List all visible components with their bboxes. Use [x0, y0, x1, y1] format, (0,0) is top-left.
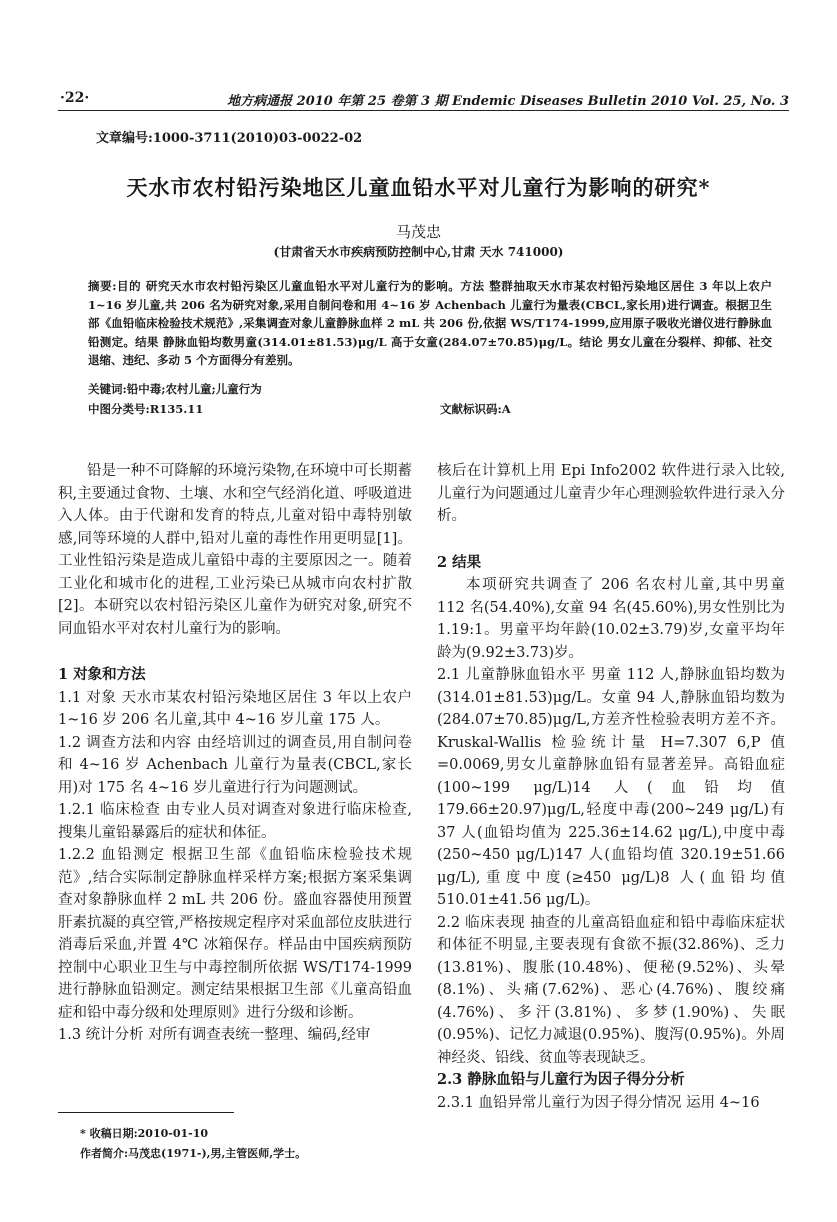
section-heading-results: 2 结果: [437, 553, 482, 571]
author-bio: 作者简介:马茂忠(1971-),男,主管医师,学士。: [80, 1147, 307, 1160]
clc-number: 中图分类号:R135.11: [88, 402, 204, 416]
subsection-abnormal-lead-scores: 2.3.1 血铅异常儿童行为因子得分情况 运用 4~16: [437, 1094, 760, 1111]
section-heading-methods: 1 对象和方法: [58, 666, 146, 683]
keywords: 关键词:铅中毒;农村儿童;儿童行为: [88, 382, 262, 396]
subsection-subjects: 1.1 对象 天水市某农村铅污染地区居住 3 年以上农户 1~16 岁 206 名儿童,其中 4~16 岁儿童 175 人。: [58, 689, 412, 728]
subsection-survey-methods: 1.2 调查方法和内容 由经培训过的调查员,用自制问卷和 4~16 岁 Achenbach 儿童行为量表(CBCL,家长用)对 175 名 4~16 岁儿童进行行为问题测试。: [58, 734, 412, 796]
subsection-clinical-findings: 2.2 临床表现 抽查的儿童高铅血症和铅中毒临床症状和体征不明显,主要表现有食欲不振(32.86%)、乏力(13.81%)、腹胀(10.48%)、便秘(9.52%)、头晕(8.1%)、头痛(7.62%)、恶心(4.76%)、腹绞痛(4.76%)、多汗(3.81%)、多梦(1.90%)、失眠(0.95%)、记忆力减退(0.95%)、腹泻(0.95%)。外周神经炎、铅线、贫血等表现缺乏。: [437, 914, 785, 1066]
subsection-blood-lead-test: 1.2.2 血铅测定 根据卫生部《血铅临床检验技术规范》,结合实际制定静脉血样采样方案;根据方案采集调查对象静脉血样 2 mL 共 206 份。盛血容器使用预置肝素抗凝的真空管,严格按规定程序对采血部位皮肤进行消毒后采血,并置 4℃ 冰箱保存。样品由中国疾病预防控制中心职业卫生与中毒控制所依据 WS/T174-1999 进行静脉血铅测定。测定结果根据卫生部《儿童高铅血症和铅中毒分级和处理原则》进行分级和诊断。: [58, 847, 412, 1021]
abstract: 摘要:目的 研究天水市农村铅污染区儿童血铅水平对儿童行为的影响。方法 整群抽取天水市某农村铅污染地区居住 3 年以上农户 1~16 岁儿童,共 206 名为研究对象,采用自制问卷和用 4~16 岁 Achenbach 儿童行为量表(CBCL,家长用)进行调查。根据卫生部《血铅临床检验技术规范》,采集调查对象儿童静脉血样 2 mL 共 206 份,依据 WS/T174-1999,应用原子吸收光谱仪进行静脉血铅测定。结果 静脉血铅均数男童(314.01±81.53)μg/L 高于女童(284.07±70.85)μg/L。结论 男女儿童在分裂样、抑郁、社交退缩、违纪、多动 5 个方面得分有差别。: [88, 279, 772, 367]
footnote: [80, 1124, 306, 1164]
statistics-continued: 核后在计算机上用 Epi Info2002 软件进行录入比较,儿童行为问题通过儿童青少年心理测验软件进行录入分析。: [437, 463, 785, 524]
received-date: * 收稿日期:2010-01-10: [80, 1127, 209, 1140]
intro-paragraph: 铅是一种不可降解的环境污染物,在环境中可长期蓄积,主要通过食物、土壤、水和空气经消化道、呼吸道进入人体。由于代谢和发育的特点,儿童对铅中毒特别敏感,同等环境的人群中,铅对儿童的毒性作用更明显[1]。工业性铅污染是造成儿童铅中毒的主要原因之一。随着工业化和城市化的进程,工业污染已从城市向农村扩散[2]。本研究以农村铅污染区儿童作为研究对象,研究不同血铅水平对农村儿童行为的影响。: [58, 463, 412, 637]
subsection-behavior-analysis: 2.3 静脉血铅与儿童行为因子得分分析: [437, 1071, 685, 1088]
article-title: 天水市农村铅污染地区儿童血铅水平对儿童行为影响的研究*: [126, 175, 711, 200]
header-rule: [58, 110, 789, 111]
author-affiliation: (甘肃省天水市疾病预防控制中心,甘肃 天水 741000): [273, 245, 564, 259]
subsection-statistics: 1.3 统计分析 对所有调查表统一整理、编码,经审: [58, 1027, 371, 1043]
footnote-rule: [58, 1112, 234, 1113]
results-overview: 本项研究共调查了 206 名农村儿童,其中男童 112 名(54.40%),女童 94 名(45.60%),男女性别比为 1.19:1。男童平均年龄(10.02±3.79)岁,女童平均年龄为(9.92±3.73)岁。: [437, 577, 785, 661]
subsection-clinical-exam: 1.2.1 临床检查 由专业人员对调查对象进行临床检查,搜集儿童铅暴露后的症状和体征。: [58, 802, 412, 841]
page-number: ·22·: [60, 90, 90, 106]
article-number: 文章编号:1000-3711(2010)03-0022-02: [96, 131, 363, 146]
journal-header: 地方病通报 2010 年第 25 卷第 3 期 Endemic Diseases Bulletin 2010 Vol. 25, No. 3: [227, 94, 789, 109]
left-column: [58, 460, 412, 1047]
right-column: [437, 460, 785, 1114]
author-name: 马茂忠: [395, 223, 441, 241]
subsection-blood-lead-level: 2.1 儿童静脉血铅水平 男童 112 人,静脉血铅均数为(314.01±81.53)μg/L。女童 94 人,静脉血铅均数为(284.07±70.85)μg/L,方差齐性检验表明方差不齐。Kruskal-Wallis 检验统计量 H=7.307 6,P 值=0.0069,男女儿童静脉血铅有显著差异。高铅血症(100~199 μg/L)14 人(血铅均值 179.66±20.97)μg/L,轻度中毒(200~249 μg/L)有 37 人(血铅均值为 225.36±14.62 μg/L),中度中毒(250~450 μg/L)147 人(血铅均值 320.19±51.66 μg/L),重度中度(≥450 μg/L)8 人(血铅均值 510.01±41.56 μg/L)。: [437, 667, 785, 908]
document-code: 文献标识码:A: [440, 402, 511, 416]
